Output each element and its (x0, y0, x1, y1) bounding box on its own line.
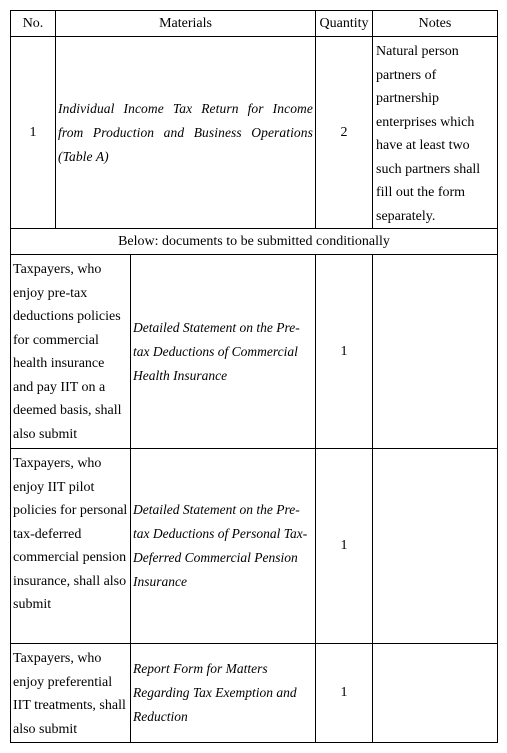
row1-no: 1 (10, 36, 56, 229)
row1-notes: Natural person partners of partnership enterprises which have at least two such partners shall fill out the form separately. (376, 44, 481, 224)
row1-material: Individual Income Tax Return for Income from Production and Business Operations (Table A) (58, 100, 313, 164)
row1-quantity: 2 (315, 36, 373, 229)
cond-row-material-cell (130, 254, 316, 449)
cond-row-condition (10, 448, 131, 644)
cond-row-condition (10, 643, 131, 743)
row1-notes-cell (372, 36, 498, 229)
header-notes: Notes (372, 10, 498, 37)
row1-material-cell (55, 36, 316, 229)
cond-row-material-cell (130, 643, 316, 743)
cond-row-2-condition: Taxpayers, who enjoy IIT pilot policies for personal tax-deferred commercial pension insurance, shall also submit (13, 456, 128, 612)
cond-row-3-condition: Taxpayers, who enjoy preferential IIT treatments, shall also submit (13, 651, 126, 737)
cond-row-3-material: Report Form for Matters Regarding Tax Exemption and Reduction (133, 661, 297, 724)
cond-row-1-notes (372, 254, 498, 449)
conditional-banner: Below: documents to be submitted conditionally (10, 228, 498, 255)
header-materials: Materials (55, 10, 316, 37)
cond-row-material-cell (130, 448, 316, 644)
cond-row-3-quantity: 1 (315, 643, 373, 743)
cond-row-condition (10, 254, 131, 449)
cond-row-1-condition: Taxpayers, who enjoy pre-tax deductions policies for commercial health insurance and pay IIT on a deemed basis, shall also submit (13, 262, 122, 442)
cond-row-2-quantity: 1 (315, 448, 373, 644)
header-quantity: Quantity (315, 10, 373, 37)
cond-row-1-material: Detailed Statement on the Pre-tax Deductions of Commercial Health Insurance (133, 319, 300, 383)
cond-row-2-notes (372, 448, 498, 644)
cond-row-1-quantity: 1 (315, 254, 373, 449)
cond-row-2-material: Detailed Statement on the Pre-tax Deductions of Personal Tax-Deferred Commercial Pension Insurance (133, 502, 308, 589)
cond-row-3-notes (372, 643, 498, 743)
header-no: No. (10, 10, 56, 37)
